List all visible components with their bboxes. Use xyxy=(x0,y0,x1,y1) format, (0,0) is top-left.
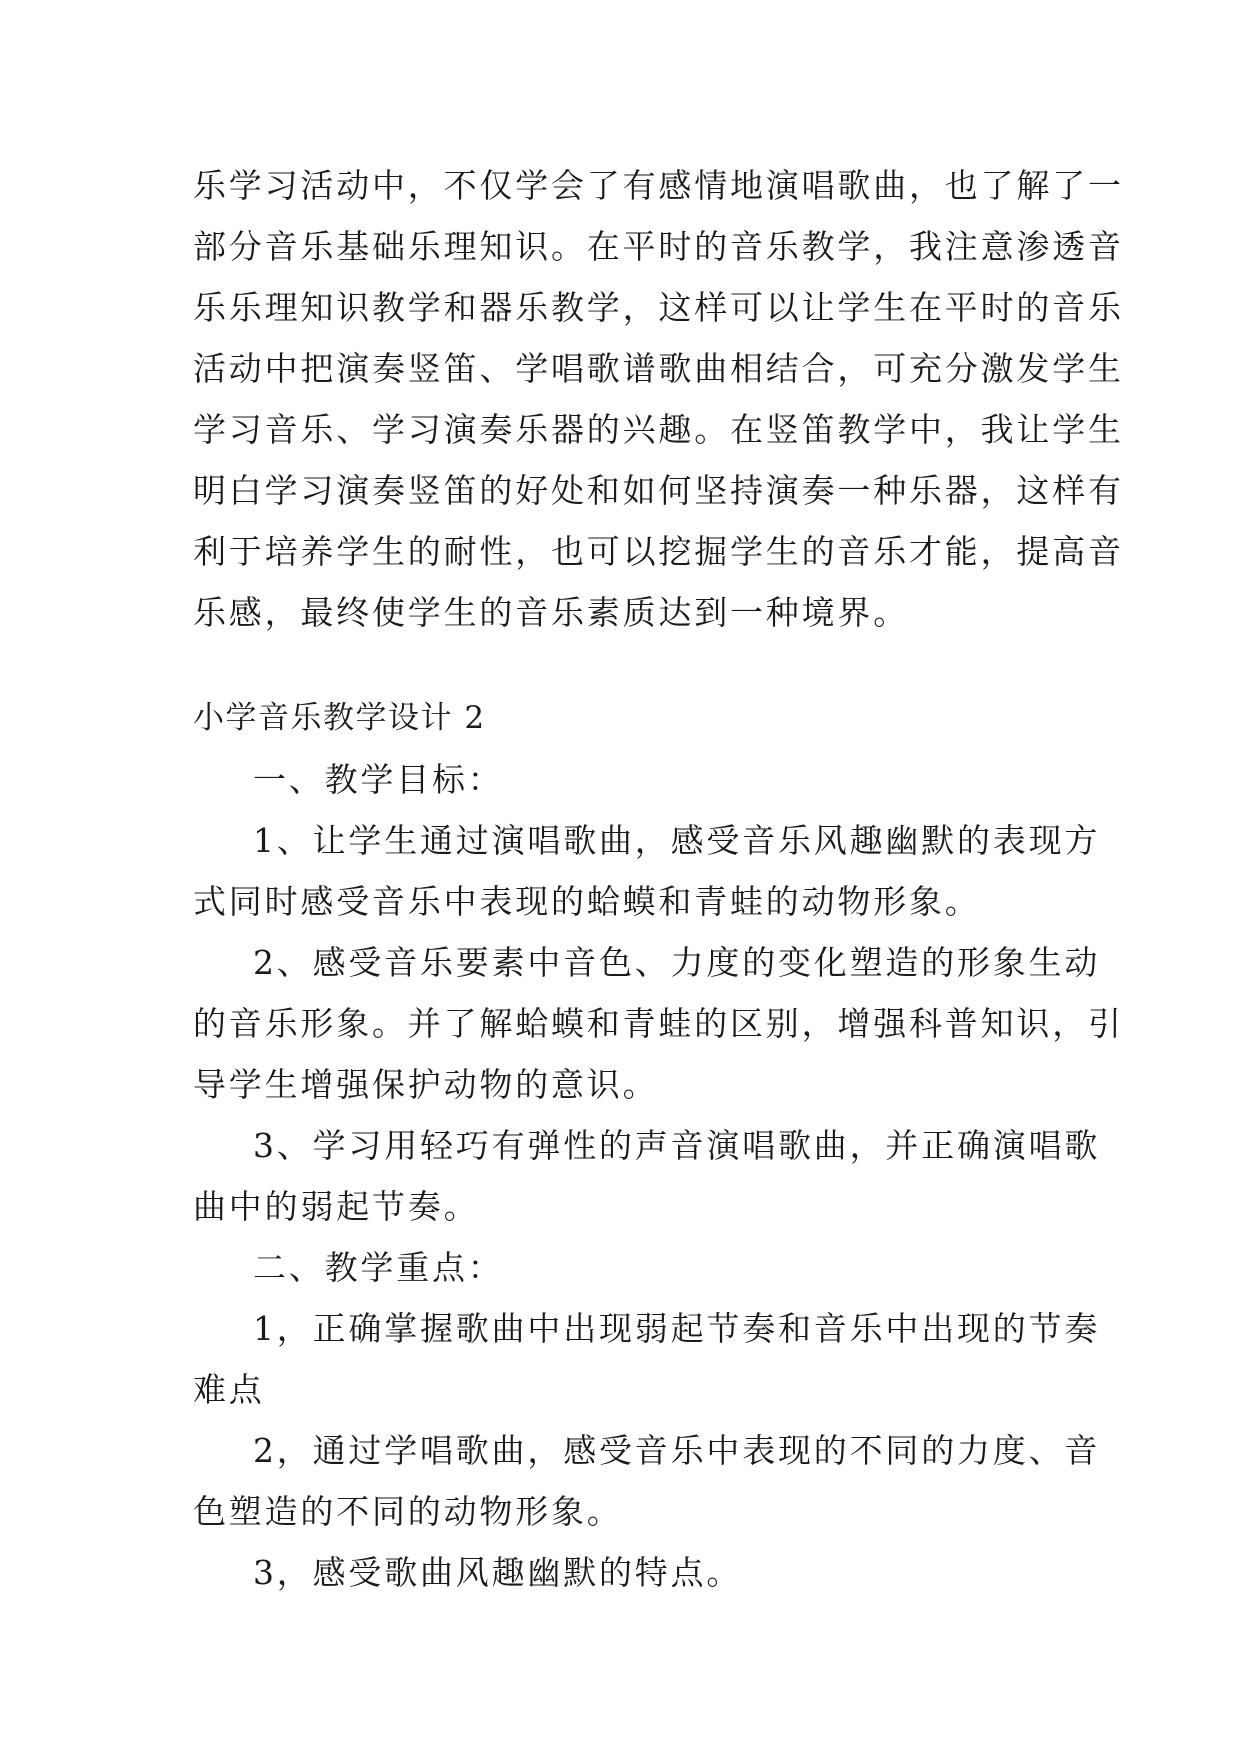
text-line: 3、学习用轻巧有弹性的声音演唱歌曲，并正确演唱歌 xyxy=(253,1126,1101,1165)
text-line: 色塑造的不同的动物形象。 xyxy=(193,1492,623,1531)
text-line: 学习音乐、学习演奏乐器的兴趣。在竖笛教学中，我让学生 xyxy=(193,410,1124,449)
document-body xyxy=(193,155,1124,1603)
goal-item-1 xyxy=(193,810,1101,932)
text-line: 活动中把演奏竖笛、学唱歌谱歌曲相结合，可充分激发学生 xyxy=(193,349,1124,388)
text-line: 乐感，最终使学生的音乐素质达到一种境界。 xyxy=(193,593,909,632)
key-point-item-1 xyxy=(193,1298,1101,1420)
text-line: 曲中的弱起节奏。 xyxy=(193,1187,480,1226)
text-line: 利于培养学生的耐性，也可以挖掘学生的音乐才能，提高音 xyxy=(193,532,1124,571)
text-line: 式同时感受音乐中表现的蛤蟆和青蛙的动物形象。 xyxy=(193,882,981,921)
key-point-item-2 xyxy=(193,1420,1101,1542)
text-line: 2、感受音乐要素中音色、力度的变化塑造的形象生动 xyxy=(253,943,1101,982)
text-line: 2，通过学唱歌曲，感受音乐中表现的不同的力度、音 xyxy=(253,1431,1101,1470)
text-line: 导学生增强保护动物的意识。 xyxy=(193,1065,659,1104)
text-line: 3，感受歌曲风趣幽默的特点。 xyxy=(253,1553,743,1592)
goal-item-2 xyxy=(193,932,1124,1115)
text-line: 难点 xyxy=(193,1370,265,1409)
text-line: 乐学习活动中，不仅学会了有感情地演唱歌曲，也了解了一 xyxy=(193,166,1124,205)
text-line: 明白学习演奏竖笛的好处和如何坚持演奏一种乐器，这样有 xyxy=(193,471,1124,510)
key-points-heading: 二、教学重点： xyxy=(253,1248,504,1287)
text-line: 1、让学生通过演唱歌曲，感受音乐风趣幽默的表现方 xyxy=(253,821,1101,860)
goal-item-3 xyxy=(193,1115,1101,1237)
text-line: 的音乐形象。并了解蛤蟆和青蛙的区别，增强科普知识，引 xyxy=(193,1004,1124,1043)
intro-paragraph xyxy=(193,155,1124,643)
section-title: 小学音乐教学设计 2 xyxy=(193,700,486,736)
text-line: 乐乐理知识教学和器乐教学，这样可以让学生在平时的音乐 xyxy=(193,288,1124,327)
key-point-item-3 xyxy=(193,1542,1063,1603)
goals-heading: 一、教学目标： xyxy=(253,760,504,799)
text-line: 1，正确掌握歌曲中出现弱起节奏和音乐中出现的节奏 xyxy=(253,1309,1101,1348)
paragraph-spacer xyxy=(193,643,1063,688)
text-line: 部分音乐基础乐理知识。在平时的音乐教学，我注意渗透音 xyxy=(193,227,1124,266)
